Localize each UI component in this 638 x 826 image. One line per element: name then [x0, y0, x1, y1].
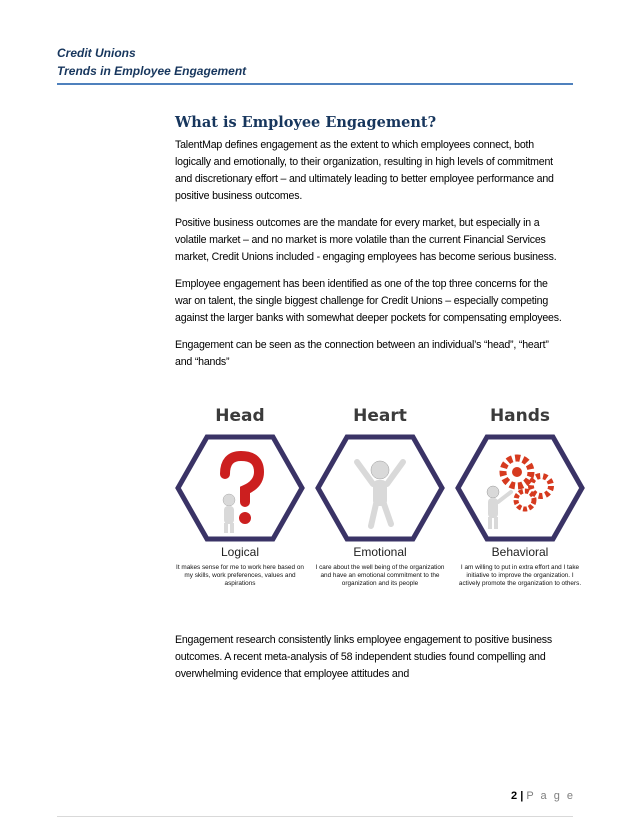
panel-subtitle: Emotional [353, 545, 407, 559]
header-line-1: Credit Unions [57, 46, 136, 60]
paragraph-3: Employee engagement has been identified as one of the top three concerns for the war on talent, the single biggest challenge for Credit Unions – especially competing against the larger banks with somewhat deeper pockets for compensating employees. [175, 278, 562, 324]
page-number: 2 [511, 790, 518, 802]
closing-paragraph: Engagement research consistently links employee engagement to positive business outcomes. A recent meta-analysis of 58 independent studies found compelling and overwhelming evidence that employee attitudes and [175, 634, 552, 680]
document-header [57, 44, 246, 80]
page-label: P a g e [526, 790, 575, 802]
panel-heart [315, 406, 445, 606]
header-rule [57, 83, 573, 85]
panel-subtitle: Logical [220, 545, 260, 559]
panel-title: Head [215, 406, 265, 426]
head-heart-hands-figure [175, 406, 590, 606]
panel-head [175, 406, 305, 606]
question-mark-figure-icon [175, 434, 305, 542]
main-content [175, 114, 565, 381]
paragraph-4: Engagement can be seen as the connection between an individual’s “head”, “heart” and “hands” [175, 339, 549, 368]
section-title: What is Employee Engagement? [175, 114, 437, 131]
panel-title: Heart [353, 406, 407, 426]
panel-title: Hands [489, 406, 551, 426]
page-footer [511, 790, 575, 802]
panel-hands [455, 406, 585, 606]
panel-subtitle: Behavioral [491, 545, 549, 559]
footer-separator: | [520, 790, 524, 802]
cheering-figure-icon [315, 434, 445, 542]
panel-description: I am willing to put in extra effort and I take initiative to improve the organization. I actively promote the organization to others. [458, 564, 582, 587]
panel-description: I care about the well being of the organization and have an emotional commitment to the organization and its people [315, 564, 445, 587]
panel-description: It makes sense for me to work here based on my skills, work preferences, values and aspirations [176, 564, 304, 587]
gears-figure-icon [455, 434, 585, 542]
paragraph-1: TalentMap defines engagement as the extent to which employees connect, both logically and emotionally, to their organization, resulting in high levels of commitment and discretionary effort – and ultimately leading to better employee performance and positive business outcomes. [175, 139, 554, 202]
header-line-2: Trends in Employee Engagement [57, 64, 247, 78]
footer-rule [57, 816, 573, 817]
paragraph-2: Positive business outcomes are the mandate for every market, but especially in a volatile market – and no market is more volatile than the current Financial Services market, Credit Unions included - engaging employees has become serious business. [175, 217, 557, 263]
